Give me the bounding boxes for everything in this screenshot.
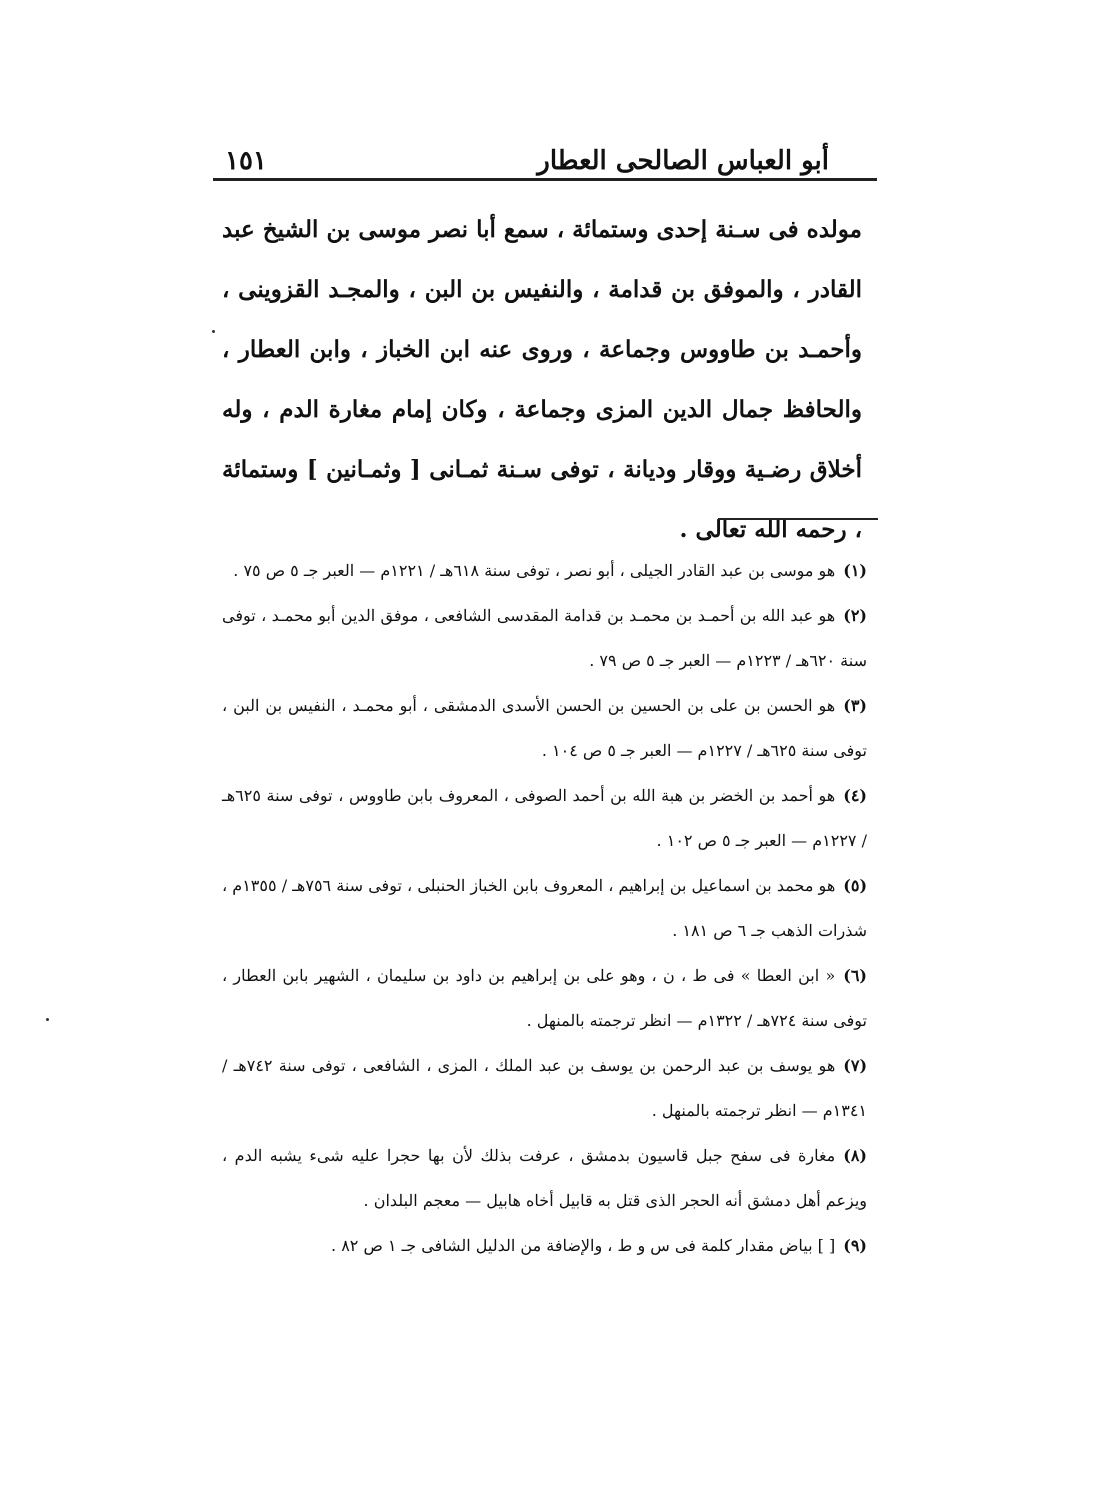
footnote-text: مغارة فى سفح جبل قاسيون بدمشق ، عرفت بذلك لأن بها حجرا عليه شىء يشبه الدم ، ويزعم أهل دمشق أنه الحجر الذى قتل به قابيل أخاه هابيل — معجم البلدان . [222,1146,867,1210]
footnote-number: (٢) [843,606,867,625]
footnotes [222,548,867,1268]
main-paragraph: مولده فى سـنة إحدى وستمائة ، سمع أبا نصر موسى بن الشيخ عبد القادر ، والموفق بن قدامة ، والنفيس بن البن ، والمجـد القزوينى ، وأحمـد بن طاووس وجماعة ، وروى عنه ابن الخباز ، وابن العطار ، والحافظ جمال الدين المزى وجماعة ، وكان إمام مغارة الدم ، وله أخلاق رضـية ووقار وديانة ، توفى سـنة ثمـانى [ وثمـانين ] وستمائة ، رحمه الله تعالى . [222,216,862,543]
main-text [222,200,862,560]
scan-speck [212,330,215,333]
header-rule [213,178,877,181]
footnote-6 [222,953,867,1043]
page-number: ١٥١ [225,146,267,176]
footnote-text: هو أحمد بن الخضر بن هبة الله بن أحمد الصوفى ، المعروف بابن طاووس ، توفى سنة ٦٢٥هـ / ١٢٢٧م — العبر جـ ٥ ص ١٠٢ . [222,786,867,850]
footnote-text: هو موسى بن عبد القادر الجيلى ، أبو نصر ، توفى سنة ٦١٨هـ / ١٢٢١م — العبر جـ ٥ ص ٧٥ . [233,561,836,580]
footnote-text: [ ] بياض مقدار كلمة فى س و ط ، والإضافة من الدليل الشافى جـ ١ ص ٨٢ . [331,1236,836,1255]
footnote-4 [222,773,867,863]
footnote-number: (٤) [843,786,867,805]
footnote-number: (٥) [843,876,868,895]
footnote-number: (١) [843,561,867,580]
footnote-3 [222,683,867,773]
footnote-text: هو محمد بن اسماعيل بن إبراهيم ، المعروف بابن الخباز الحنبلى ، توفى سنة ٧٥٦هـ / ١٣٥٥م ، شذرات الذهب جـ ٦ ص ١٨١ . [222,876,867,940]
footnote-7 [222,1043,867,1133]
footnote-text: هو الحسن بن على بن الحسين بن الحسن الأسدى الدمشقى ، أبو محمـد ، النفيس بن البن ، توفى سنة ٦٢٥هـ / ١٢٢٧م — العبر جـ ٥ ص ١٠٤ . [222,696,867,760]
footnote-separator [718,518,878,520]
footnote-number: (٩) [843,1236,867,1255]
footnote-5 [222,863,867,953]
footnote-8 [222,1133,867,1223]
scan-speck [46,1018,49,1021]
footnote-2 [222,593,867,683]
footnote-9 [267,1223,867,1268]
footnote-number: (٦) [843,966,867,985]
page-header [215,128,877,176]
footnote-text: « ابن العطا » فى ط ، ن ، وهو على بن إبراهيم بن داود بن سليمان ، الشهير بابن العطار ، توفى سنة ٧٢٤هـ / ١٣٢٢م — انظر ترجمته بالمنهل . [222,966,867,1030]
footnote-number: (٣) [843,696,867,715]
footnote-1 [222,548,867,593]
footnote-text: هو يوسف بن عبد الرحمن بن يوسف بن عبد الملك ، المزى ، الشافعى ، توفى سنة ٧٤٢هـ / ١٣٤١م — انظر ترجمته بالمنهل . [222,1056,867,1120]
footnote-number: (٧) [843,1056,868,1075]
footnote-text: هو عبد الله بن أحمـد بن محمـد بن قدامة المقدسى الشافعى ، موفق الدين أبو محمـد ، توفى سنة ٦٢٠هـ / ١٢٢٣م — العبر جـ ٥ ص ٧٩ . [222,606,867,670]
footnote-number: (٨) [843,1146,867,1165]
running-title: أبو العباس الصالحى العطار [537,146,829,176]
